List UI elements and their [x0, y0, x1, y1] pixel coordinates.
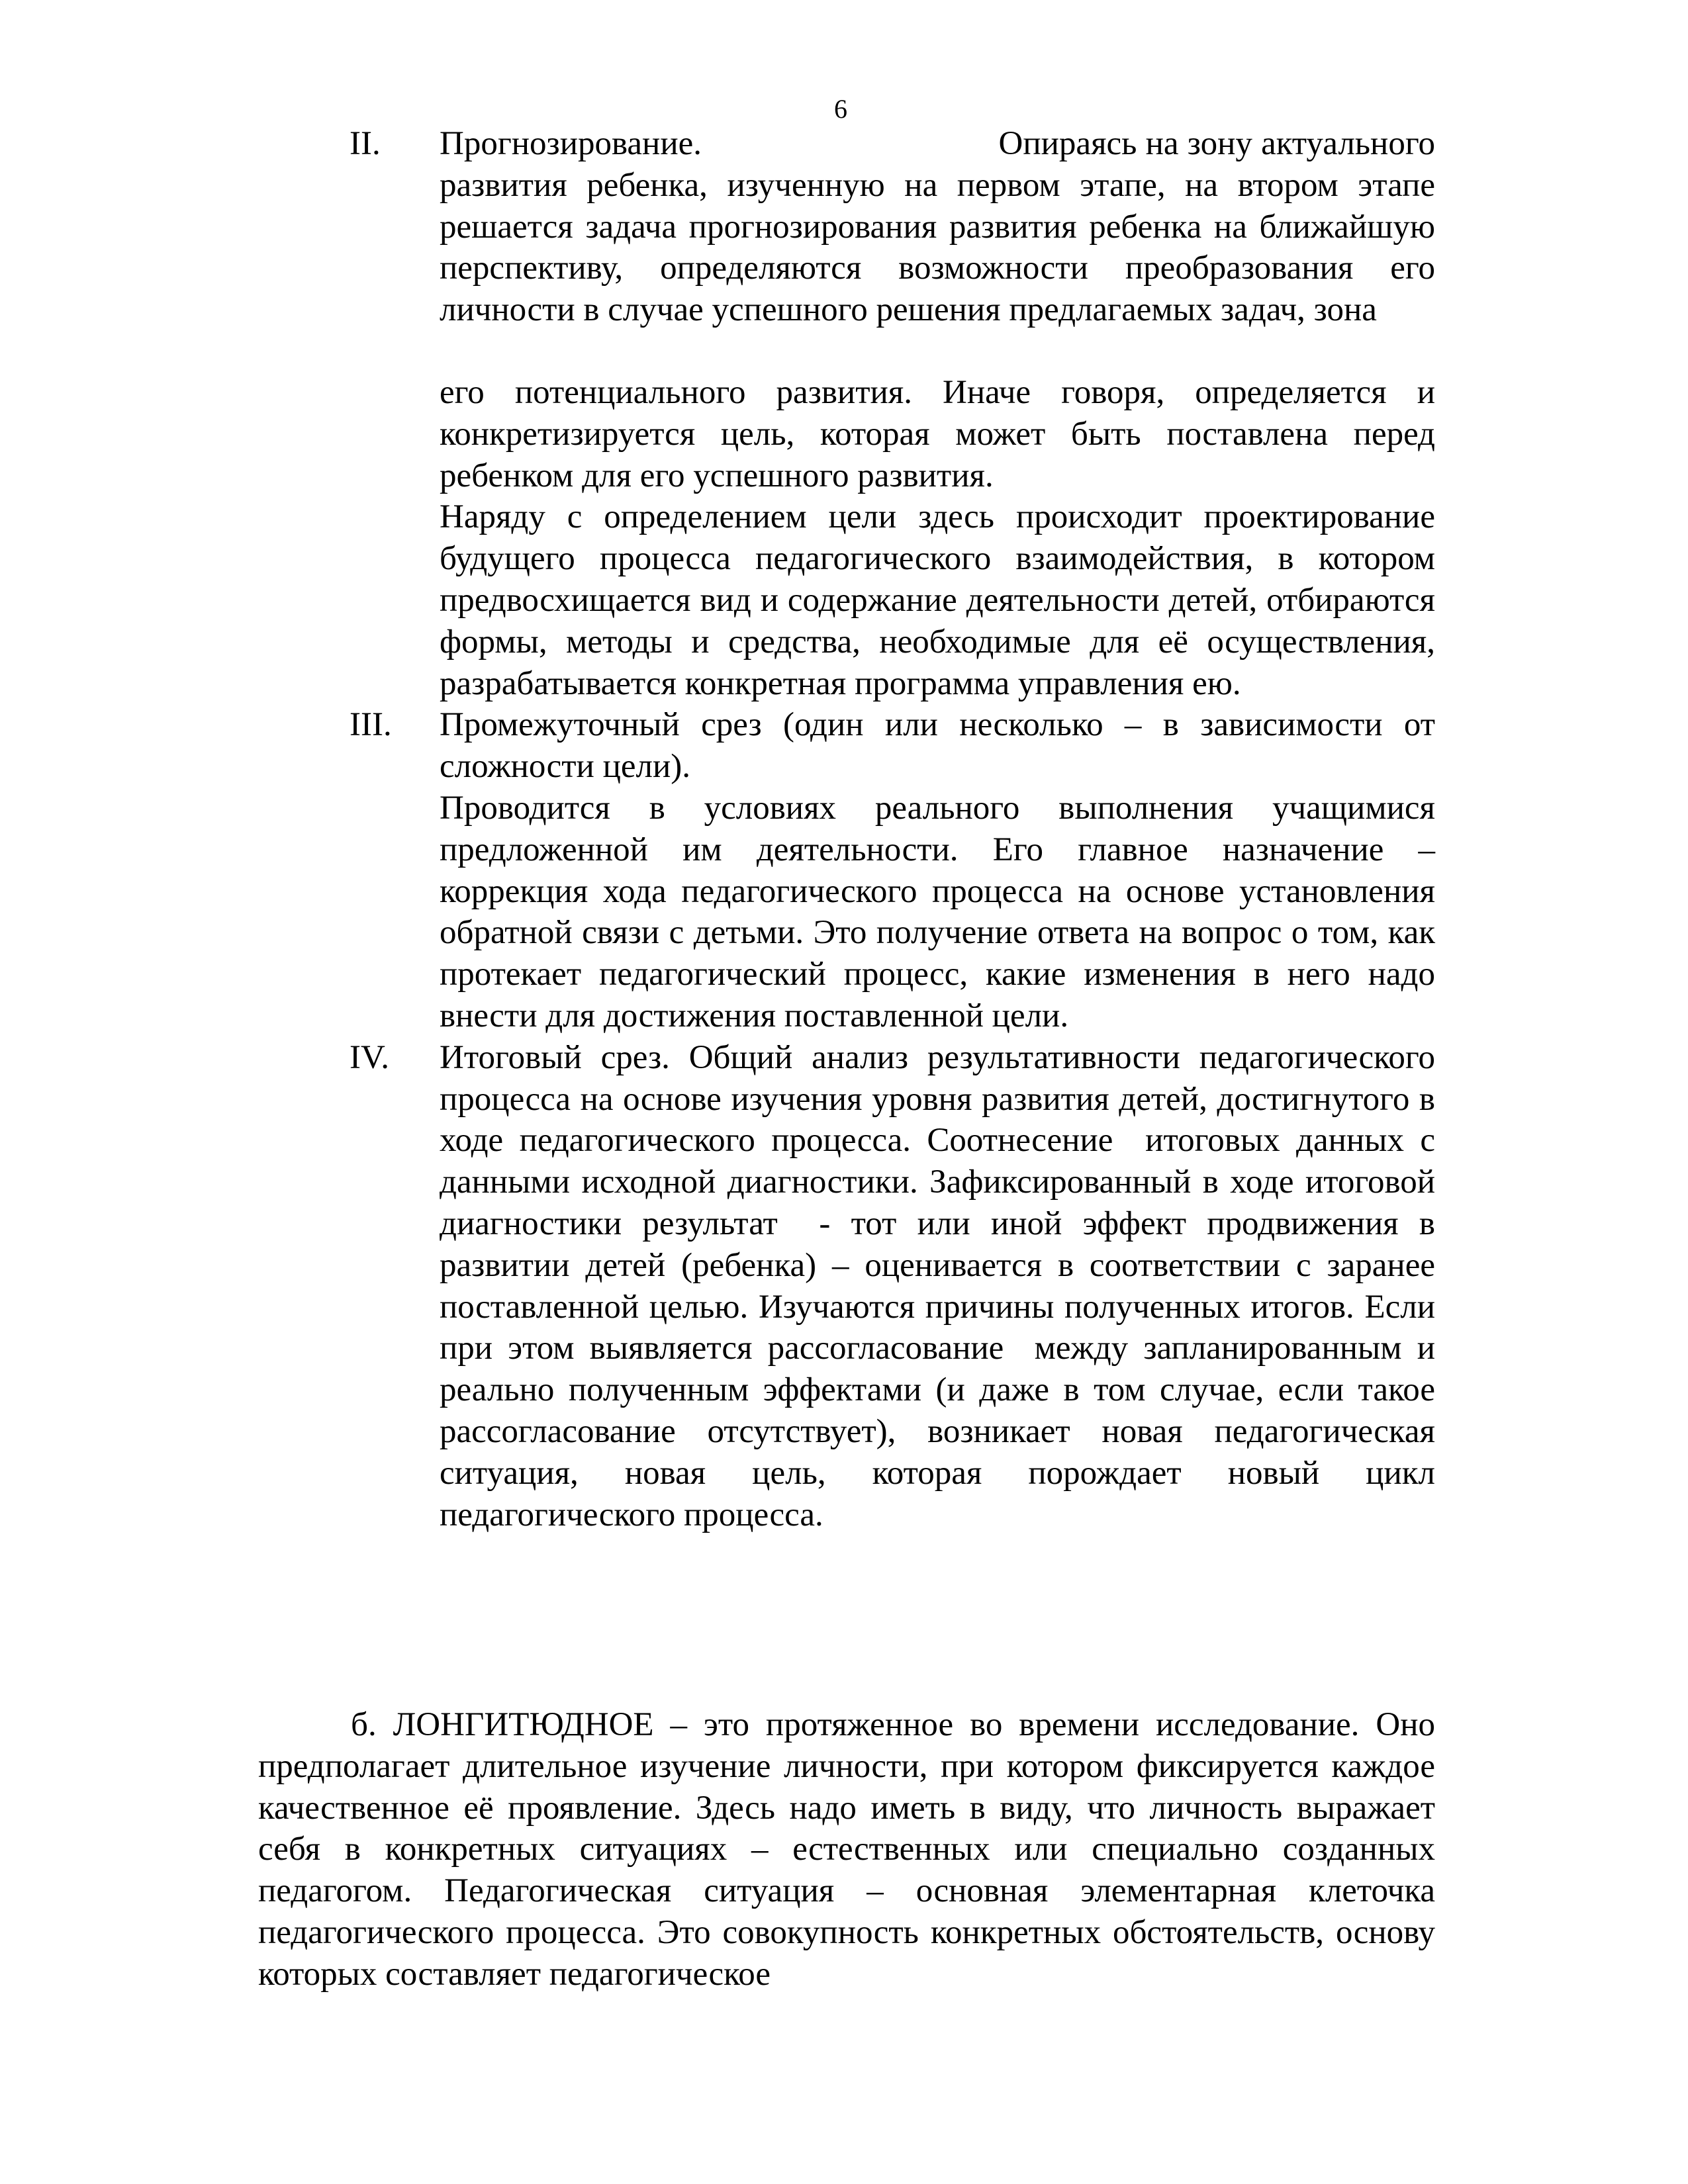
page-number: 6: [834, 94, 847, 124]
paragraph: Прогнозирование. Опираясь на зону актуального развития ребенка, изученную на первом этапе, на втором этапе решается задача прогнозирования развития ребенка на ближайшую перспективу, определяются возможности преобразования его личности в случае успешного решения предлагаемых задач, зона: [440, 125, 1444, 329]
list-numeral: III.: [350, 706, 392, 744]
stage-list: [350, 123, 1444, 1535]
paragraph: б. ЛОНГИТЮДНОЕ – это протяженное во времени исследование. Оно предполагает длительное изучение личности, при котором фиксируется каждое качественное её проявление. Здесь надо иметь в виду, что личность выражает себя в конкретных ситуациях – естественных или специально созданных педагогом. Педагогическая ситуация – основная элементарная клеточка педагогического процесса. Это совокупность конкретных обстоятельств, основу которых составляет педагогическое: [258, 1706, 1435, 1993]
paragraph: Промежуточный срез (один или несколько – в зависимости от сложности цели).: [440, 706, 1435, 786]
paragraph-gap: [440, 331, 1435, 372]
paragraph: Наряду с определением цели здесь происходит проектирование будущего процесса педагогического взаимодействия, в котором предвосхищается вид и содержание деятельности детей, отбираются формы, методы и средства, необходимые для её осуществления, разрабатывается конкретная программа управления ею.: [440, 498, 1435, 702]
list-item-iv: [350, 1037, 1444, 1536]
list-item-iii: [350, 704, 1435, 1036]
body-text: [258, 1704, 1435, 1995]
list-numeral: IV.: [350, 1038, 389, 1076]
list-item-ii: [350, 123, 1444, 704]
list-item-body: [440, 704, 1435, 1036]
paragraph: Итоговый срез. Общий анализ результативности педагогического процесса на основе изучения уровня развития детей, достигнутого в ходе педагогического процесса. Соотнесение итоговых данных с данными исходной диагностики. Зафиксированный в ходе итоговой диагностики результат - тот или иной эффект продвижения в развитии детей (ребенка) – оценивается в соответствии с заранее поставленной целью. Изучаются причины полученных итогов. Если при этом выявляется рассогласование между запланированным и реально полученным эффектами (и даже в том случае, если такое рассогласование отсутствует), возникает новая педагогическая ситуация, новая цель, которая порождает новый цикл педагогического процесса.: [440, 1038, 1444, 1533]
list-numeral: II.: [350, 125, 381, 162]
list-item-body: [440, 1037, 1444, 1536]
paragraph: его потенциального развития. Иначе говоря, определяется и конкретизируется цель, которая может быть поставлена перед ребенком для его успешного развития.: [440, 373, 1435, 494]
paragraph: Проводится в условиях реального выполнения учащимися предложенной им деятельности. Его главное назначение – коррекция хода педагогического процесса на основе установления обратной связи с детьми. Это получение ответа на вопрос о том, как протекает педагогический процесс, какие изменения в него надо внести для достижения поставленной цели.: [440, 789, 1435, 1034]
list-item-body: [440, 123, 1444, 704]
